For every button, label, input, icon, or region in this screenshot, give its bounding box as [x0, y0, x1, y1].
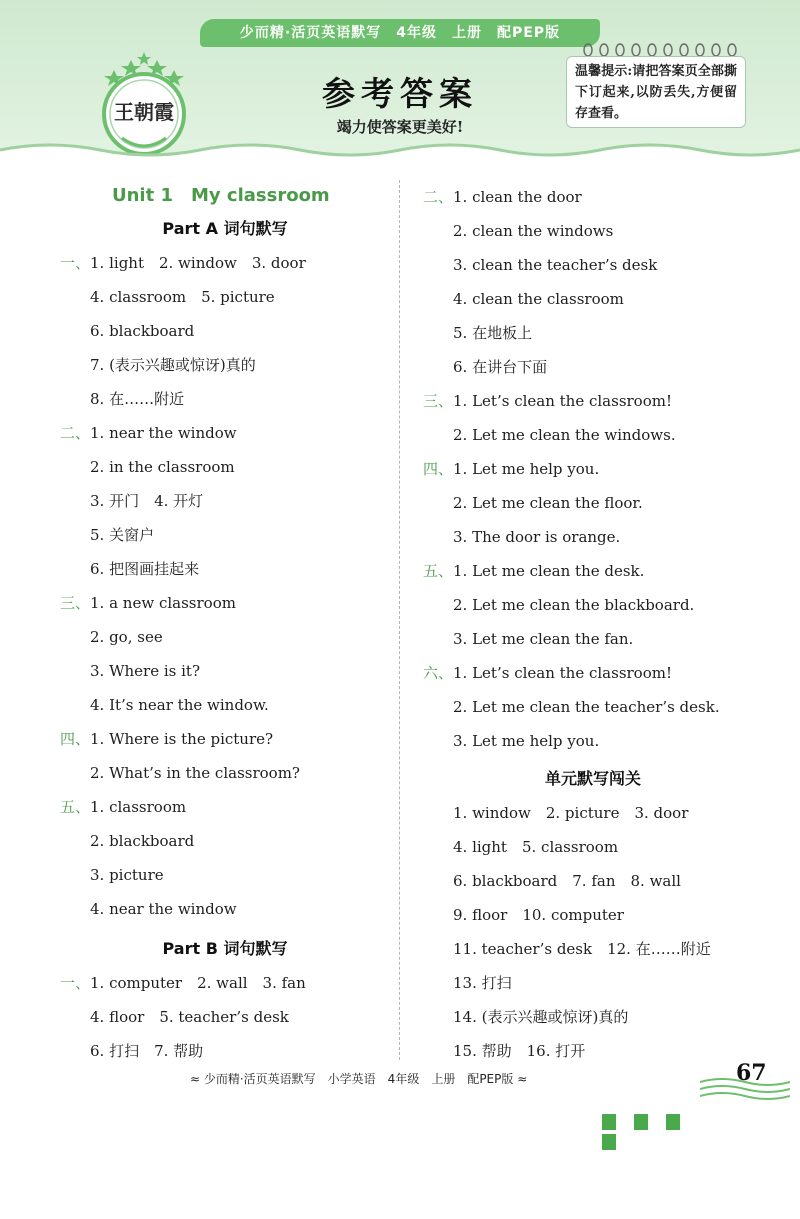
answer-line — [60, 518, 390, 552]
footer-squares — [602, 1114, 722, 1134]
answer-text: 3. picture — [90, 866, 164, 884]
answer-text: 6. 打扫 7. 帮助 — [90, 1042, 204, 1060]
answer-line — [60, 688, 390, 722]
answer-text: 4. light 5. classroom — [453, 838, 619, 856]
answer-text: 6. 把图画挂起来 — [90, 560, 200, 578]
answer-line — [423, 656, 763, 690]
answer-text: 3. Where is it? — [90, 662, 200, 680]
answer-text: 4. It’s near the window. — [90, 696, 269, 714]
answer-text: 5. 在地板上 — [453, 324, 533, 342]
section-marker: 五、 — [60, 798, 91, 816]
section-marker: 二、 — [60, 424, 91, 442]
answer-line — [423, 622, 763, 656]
answer-text: 2. clean the windows — [453, 222, 614, 240]
answer-text: 8. 在……附近 — [90, 390, 185, 408]
answer-text: 6. blackboard — [90, 322, 195, 340]
answer-text: 3. 开门 4. 开灯 — [90, 492, 204, 510]
series-banner: 少而精·活页英语默写 4年级 上册 配PEP版 — [200, 19, 600, 47]
answer-line — [423, 214, 763, 248]
column-divider — [399, 180, 400, 1060]
page-title: 参考答案 — [322, 74, 478, 113]
answer-text: 3. clean the teacher’s desk — [453, 256, 658, 274]
answer-text: 13. 打扫 — [453, 974, 512, 992]
answer-text: 3. Let me help you. — [453, 732, 600, 750]
answer-text: 14. (表示兴趣或惊讶)真的 — [453, 1008, 629, 1026]
answer-text: 2. Let me clean the floor. — [453, 494, 643, 512]
answer-line — [423, 932, 763, 966]
answer-line — [423, 350, 763, 384]
answer-text: 4. floor 5. teacher’s desk — [90, 1008, 289, 1026]
answer-line — [423, 830, 763, 864]
answer-text: 2. blackboard — [90, 832, 195, 850]
unit-title: Unit 1 My classroom — [112, 185, 330, 206]
section-marker: 四、 — [423, 460, 454, 478]
answer-text: 2. in the classroom — [90, 458, 235, 476]
answer-line — [60, 246, 390, 280]
answer-text: 2. Let me clean the teacher’s desk. — [453, 698, 720, 716]
answer-line — [423, 282, 763, 316]
answer-text: 1. Let’s clean the classroom! — [453, 392, 672, 410]
answer-text: 1. Let me clean the desk. — [453, 562, 645, 580]
square-mark-icon — [666, 1114, 680, 1130]
left-column — [60, 180, 390, 1068]
footer-text: ≈ 少而精·活页英语默写 小学英语 4年级 上册 配PEP版 ≈ — [190, 1072, 528, 1086]
answer-text: 6. blackboard 7. fan 8. wall — [453, 872, 681, 890]
answer-line — [423, 554, 763, 588]
answer-text: 1. a new classroom — [90, 594, 236, 612]
answer-text: 3. Let me clean the fan. — [453, 630, 634, 648]
answer-text: 4. clean the classroom — [453, 290, 624, 308]
section-marker: 六、 — [423, 664, 454, 682]
answer-text: 3. The door is orange. — [453, 528, 621, 546]
answer-line — [60, 620, 390, 654]
answer-text: 1. Let’s clean the classroom! — [453, 664, 672, 682]
answer-line — [60, 382, 390, 416]
unit-test-title: 单元默写闯关 — [544, 769, 641, 788]
part-b-continued-answers — [423, 180, 763, 758]
answer-line — [60, 416, 390, 450]
section-marker: 一、 — [60, 254, 91, 272]
answer-line — [423, 316, 763, 350]
part-a-answers — [60, 246, 390, 926]
answer-text: 7. (表示兴趣或惊讶)真的 — [90, 356, 256, 374]
answer-line — [423, 690, 763, 724]
square-mark-icon — [602, 1134, 616, 1150]
answer-line — [423, 1000, 763, 1034]
answer-line — [60, 484, 390, 518]
page-header — [0, 0, 800, 165]
answer-line — [423, 486, 763, 520]
answer-line — [423, 966, 763, 1000]
part-b-title: Part B 词句默写 — [162, 939, 288, 958]
answer-line — [60, 756, 390, 790]
logo-text: 王朝霞 — [114, 100, 174, 124]
square-mark-icon — [634, 1114, 648, 1130]
answer-line — [423, 418, 763, 452]
answer-line — [60, 858, 390, 892]
answer-text: 4. classroom 5. picture — [90, 288, 275, 306]
answer-text: 6. 在讲台下面 — [453, 358, 548, 376]
answer-line — [60, 586, 390, 620]
answer-text: 11. teacher’s desk 12. 在……附近 — [453, 940, 711, 958]
answer-text: 1. clean the door — [453, 188, 582, 206]
answer-line — [60, 314, 390, 348]
answer-line — [60, 654, 390, 688]
answer-line — [60, 1034, 390, 1068]
answer-text: 1. light 2. window 3. door — [90, 254, 306, 272]
part-a-title: Part A 词句默写 — [162, 219, 288, 238]
section-marker: 三、 — [60, 594, 91, 612]
answer-line — [423, 520, 763, 554]
answer-line — [60, 824, 390, 858]
notice-box: 温馨提示:请把答案页全部撕下订起来,以防丢失,方便留存查看。 — [566, 56, 746, 128]
answer-line — [60, 280, 390, 314]
answer-line — [60, 450, 390, 484]
answer-line — [60, 722, 390, 756]
answer-text: 1. Where is the picture? — [90, 730, 274, 748]
footer-wave-icon — [700, 1076, 790, 1102]
answer-line — [423, 384, 763, 418]
answer-line — [423, 724, 763, 758]
page-number: 67 — [736, 1060, 767, 1086]
answer-text: 2. What’s in the classroom? — [90, 764, 300, 782]
answer-text: 15. 帮助 16. 打开 — [453, 1042, 586, 1060]
answer-text: 1. near the window — [90, 424, 237, 442]
part-b-answers — [60, 966, 390, 1068]
answer-text: 2. go, see — [90, 628, 163, 646]
answer-line — [60, 348, 390, 382]
unit-test-answers — [423, 796, 763, 1068]
answer-text: 1. window 2. picture 3. door — [453, 804, 689, 822]
answer-text: 1. computer 2. wall 3. fan — [90, 974, 306, 992]
answer-line — [60, 966, 390, 1000]
answer-text: 4. near the window — [90, 900, 237, 918]
answer-line — [60, 790, 390, 824]
page-subtitle: 竭力使答案更美好! — [336, 118, 464, 136]
answer-text: 2. Let me clean the windows. — [453, 426, 676, 444]
answer-line — [423, 898, 763, 932]
header-wave-icon — [0, 140, 800, 176]
section-marker: 五、 — [423, 562, 454, 580]
answer-line — [60, 1000, 390, 1034]
answer-text: 1. classroom — [90, 798, 187, 816]
right-column — [423, 180, 763, 1068]
section-marker: 一、 — [60, 974, 91, 992]
answer-line — [60, 892, 390, 926]
answer-text: 5. 关窗户 — [90, 526, 155, 544]
answer-line — [423, 864, 763, 898]
answer-text: 9. floor 10. computer — [453, 906, 624, 924]
section-marker: 四、 — [60, 730, 91, 748]
square-mark-icon — [602, 1114, 616, 1130]
answer-line — [423, 248, 763, 282]
answer-line — [423, 588, 763, 622]
answer-line — [423, 796, 763, 830]
answer-line — [423, 180, 763, 214]
section-marker: 三、 — [423, 392, 454, 410]
section-marker: 二、 — [423, 188, 454, 206]
answer-line — [60, 552, 390, 586]
answer-text: 2. Let me clean the blackboard. — [453, 596, 695, 614]
answer-line — [423, 1034, 763, 1068]
answer-text: 1. Let me help you. — [453, 460, 600, 478]
answer-line — [423, 452, 763, 486]
